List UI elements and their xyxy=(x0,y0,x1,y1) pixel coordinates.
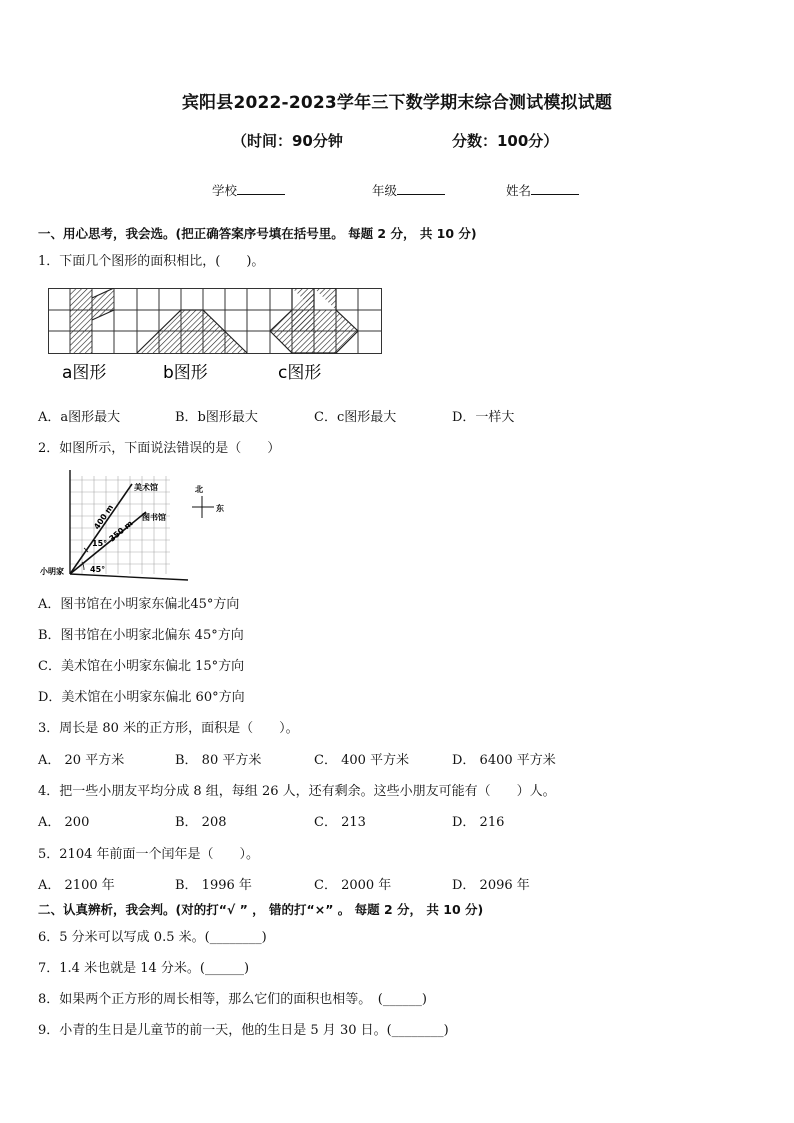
q2-option-d[interactable]: D．美术馆在小明家东偏北 60°方向 xyxy=(38,690,245,705)
grade-field xyxy=(372,181,445,199)
school-field xyxy=(212,181,285,199)
page-title: 宾阳县2022-2023学年三下数学期末综合测试模拟试题 xyxy=(181,93,613,113)
q4-option-b[interactable]: B． 208 xyxy=(175,815,227,830)
compass-icon xyxy=(192,484,224,518)
distance-400: 400 m xyxy=(92,503,116,532)
question-2-stem: 2．如图所示，下面说法错误的是（ ） xyxy=(38,441,281,456)
name-field xyxy=(506,181,579,199)
angle-15: 15° xyxy=(92,539,108,548)
question-8-stem[interactable]: 8．如果两个正方形的周长相等，那么它们的面积也相等。 (______) xyxy=(38,992,427,1007)
q1-option-b[interactable]: B．b图形最大 xyxy=(175,410,258,425)
east-axis xyxy=(70,574,188,580)
section-1-title: 一、用心思考，我会选。(把正确答案序号填在括号里。 每题 2 分， 共 10 分) xyxy=(38,226,477,241)
q1-option-d[interactable]: D．一样大 xyxy=(452,410,515,425)
east-label: 东 xyxy=(216,504,224,513)
section-2-title: 二、认真辨析，我会判。(对的打“√ ” ， 错的打“×” 。 每题 2 分， 共 10 分) xyxy=(38,902,484,917)
question-4-stem: 4．把一些小朋友平均分成 8 组，每组 26 人，还有剩余。这些小朋友可能有（ ）人。 xyxy=(38,784,556,799)
q5-option-d[interactable]: D． 2096 年 xyxy=(452,878,530,893)
line-to-library xyxy=(70,512,146,574)
exam-score: 分数：100分） xyxy=(452,132,559,150)
name-blank[interactable] xyxy=(531,194,579,195)
q3-option-d[interactable]: D． 6400 平方米 xyxy=(452,753,556,768)
museum-label: 美术馆 xyxy=(134,483,158,492)
question-2-direction-figure xyxy=(40,466,240,586)
q3-option-c[interactable]: C． 400 平方米 xyxy=(314,753,410,768)
question-1-stem: 1．下面几个图形的面积相比，( )。 xyxy=(38,254,265,269)
shape-a-rect xyxy=(70,288,92,353)
q1-option-a[interactable]: A．a图形最大 xyxy=(38,410,121,425)
question-9-stem[interactable]: 9．小青的生日是儿童节的前一天，他的生日是 5 月 30 日。(________) xyxy=(38,1023,449,1038)
question-7-stem[interactable]: 7．1.4 米也就是 14 分米。(______) xyxy=(38,961,250,976)
q4-option-a[interactable]: A． 200 xyxy=(38,815,90,830)
exam-time: （时间：90分钟 xyxy=(232,132,343,150)
home-label: 小明家 xyxy=(40,567,64,576)
label-c: c图形 xyxy=(278,363,322,383)
question-5-stem: 5．2104 年前面一个闰年是（ ）。 xyxy=(38,847,259,862)
north-label: 北 xyxy=(195,485,203,494)
question-1-grid-figure xyxy=(48,288,388,384)
school-label: 学校 xyxy=(212,183,238,198)
q1-option-c[interactable]: C．c图形最大 xyxy=(314,410,397,425)
q3-option-a[interactable]: A． 20 平方米 xyxy=(38,753,125,768)
q2-option-c[interactable]: C．美术馆在小明家东偏北 15°方向 xyxy=(38,659,245,674)
q2-option-b[interactable]: B．图书馆在小明家北偏东 45°方向 xyxy=(38,628,244,643)
name-label: 姓名 xyxy=(506,183,532,198)
grade-label: 年级 xyxy=(372,183,398,198)
label-b: b图形 xyxy=(163,363,208,383)
label-a: a图形 xyxy=(62,363,107,383)
distance-350: 350 m xyxy=(107,518,135,544)
q2-option-a[interactable]: A．图书馆在小明家东偏北45°方向 xyxy=(38,597,240,612)
q5-option-b[interactable]: B． 1996 年 xyxy=(175,878,252,893)
q3-option-b[interactable]: B． 80 平方米 xyxy=(175,753,262,768)
angle-45: 45° xyxy=(90,565,106,574)
q5-option-a[interactable]: A． 2100 年 xyxy=(38,878,115,893)
library-label: 图书馆 xyxy=(142,513,166,522)
q5-option-c[interactable]: C． 2000 年 xyxy=(314,878,392,893)
q4-option-d[interactable]: D． 216 xyxy=(452,815,505,830)
grade-blank[interactable] xyxy=(397,194,445,195)
q4-option-c[interactable]: C． 213 xyxy=(314,815,366,830)
shape-c-top-right xyxy=(314,288,336,310)
question-3-stem: 3．周长是 80 米的正方形，面积是（ ）。 xyxy=(38,721,299,736)
question-6-stem[interactable]: 6．5 分米可以写成 0.5 米。(________) xyxy=(38,930,267,945)
school-blank[interactable] xyxy=(237,194,285,195)
